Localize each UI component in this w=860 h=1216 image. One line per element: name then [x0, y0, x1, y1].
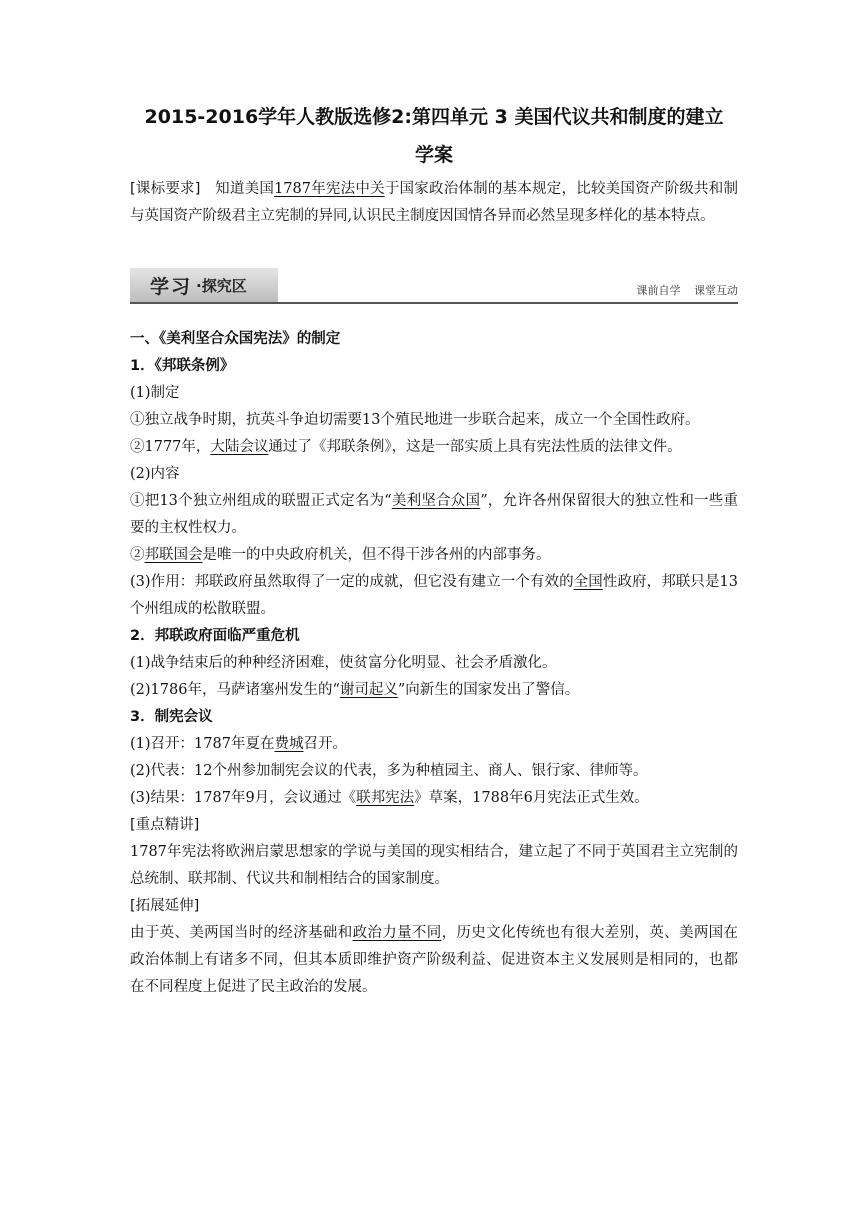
para-2-a: ②1777年， [130, 439, 211, 455]
section-tab-sub: ·探究区 [196, 276, 247, 295]
para-7-underlined: 谢司起义 [339, 682, 398, 698]
para-9: (2)代表：12个州参加制宪会议的代表，多为种植园主、商人、银行家、律师等。 [130, 763, 648, 779]
para-10-underlined: 联邦宪法 [356, 790, 415, 806]
subheading-crisis: 2．邦联政府面临严重危机 [130, 628, 300, 644]
para-2 [130, 434, 738, 461]
para-7-a: (2)1786年，马萨诸塞州发生的“ [130, 682, 340, 698]
section1-heading: 一、《美利坚合众国宪法》的制定 [130, 331, 341, 347]
sub-content: (2)内容 [130, 466, 180, 482]
focus-tag: [重点精讲] [130, 817, 200, 833]
para-8-underlined: 费城 [274, 736, 304, 752]
para-4-b: 是唯一的中央政府机关，但不得干涉各州的内部事务。 [202, 547, 551, 563]
requirements-tag: [课标要求] [130, 181, 201, 197]
para-10-a: (3)结果：1787年9月，会议通过《 [130, 790, 357, 806]
requirements-text-underlined: 1787年宪法中关 [274, 181, 385, 197]
section-bar [130, 268, 738, 304]
subheading-articles: 1．《邦联条例》 [130, 358, 235, 374]
extend-text-b: ，历史文化传统也有很大差别，英、美两国在政治体制上有诸多不同，但其本质即维护资产阶级利益、促进资本主义发展则是相同的，也都在不同程度上促进了民主政治的发展。 [130, 925, 739, 995]
sub-formulation: (1)制定 [130, 385, 180, 401]
para-4 [130, 542, 738, 569]
para-4-underlined: 邦联国会 [144, 547, 203, 563]
extend-text-a: 由于英、美两国当时的经济基础和 [130, 925, 353, 941]
subheading-convention: 3．制宪会议 [130, 709, 213, 725]
para-7 [130, 677, 738, 704]
para-10-b: 》草案，1788年6月宪法正式生效。 [414, 790, 649, 806]
para-8-a: (1)召开：1787年夏在 [130, 736, 275, 752]
para-7-b: ”向新生的国家发出了警信。 [397, 682, 580, 698]
para-10 [130, 785, 738, 812]
curriculum-requirements [130, 176, 738, 230]
section-bar-right-label: 课前自学 课堂互动 [636, 284, 738, 297]
para-1: ①独立战争时期，抗英斗争迫切需要13个殖民地进一步联合起来，成立一个全国性政府。 [130, 412, 700, 428]
para-4-a: ② [130, 547, 145, 563]
para-5-underlined: 全国 [573, 574, 603, 590]
para-2-b: 通过了《邦联条例》，这是一部实质上具有宪法性质的法律文件。 [268, 439, 682, 455]
focus-text: 1787年宪法将欧洲启蒙思想家的学说与美国的现实相结合，建立起了不同于英国君主立宪制的总统制、联邦制、代议共和制相结合的国家制度。 [130, 844, 738, 887]
para-8-b: 召开。 [303, 736, 347, 752]
para-2-underlined: 大陆会议 [210, 439, 269, 455]
extend-tag: [拓展延伸] [130, 898, 200, 914]
para-5-b: 性政府，邦联只是13个州组成的松散联盟。 [130, 574, 739, 617]
requirements-text-a: 知道美国 [214, 181, 275, 197]
extend-text-underlined: 政治力量不同 [352, 925, 442, 941]
para-5-a: (3)作用：邦联政府虽然取得了一定的成就，但它没有建立一个有效的 [130, 574, 574, 590]
extend-text [130, 920, 738, 1001]
para-6: (1)战争结束后的种种经济困难，使贫富分化明显、社会矛盾激化。 [130, 655, 557, 671]
document-page [130, 98, 738, 1001]
para-8 [130, 731, 738, 758]
requirements-text-b: 于国家政治体制的基本规定，比较美国资产阶级共和制与英国资产阶级君主立宪制的异同,认识民主制度因国情各异而必然呈现多样化的基本特点。 [130, 181, 738, 224]
para-3-a: ①把13个独立州组成的联盟正式定名为“ [130, 493, 392, 509]
para-3 [130, 488, 738, 542]
para-3-b: ”，允许各州保留很大的独立性和一些重要的主权性权力。 [130, 493, 738, 536]
section-tab-main: 学习 [150, 275, 193, 298]
doc-title-line2: 学案 [414, 144, 453, 166]
section-tab [130, 268, 278, 302]
para-5 [130, 569, 738, 623]
para-3-underlined: 美利坚合众国 [391, 493, 481, 509]
doc-title-line1: 2015-2016学年人教版选修2:第四单元 3 美国代议共和制度的建立 [144, 106, 724, 128]
